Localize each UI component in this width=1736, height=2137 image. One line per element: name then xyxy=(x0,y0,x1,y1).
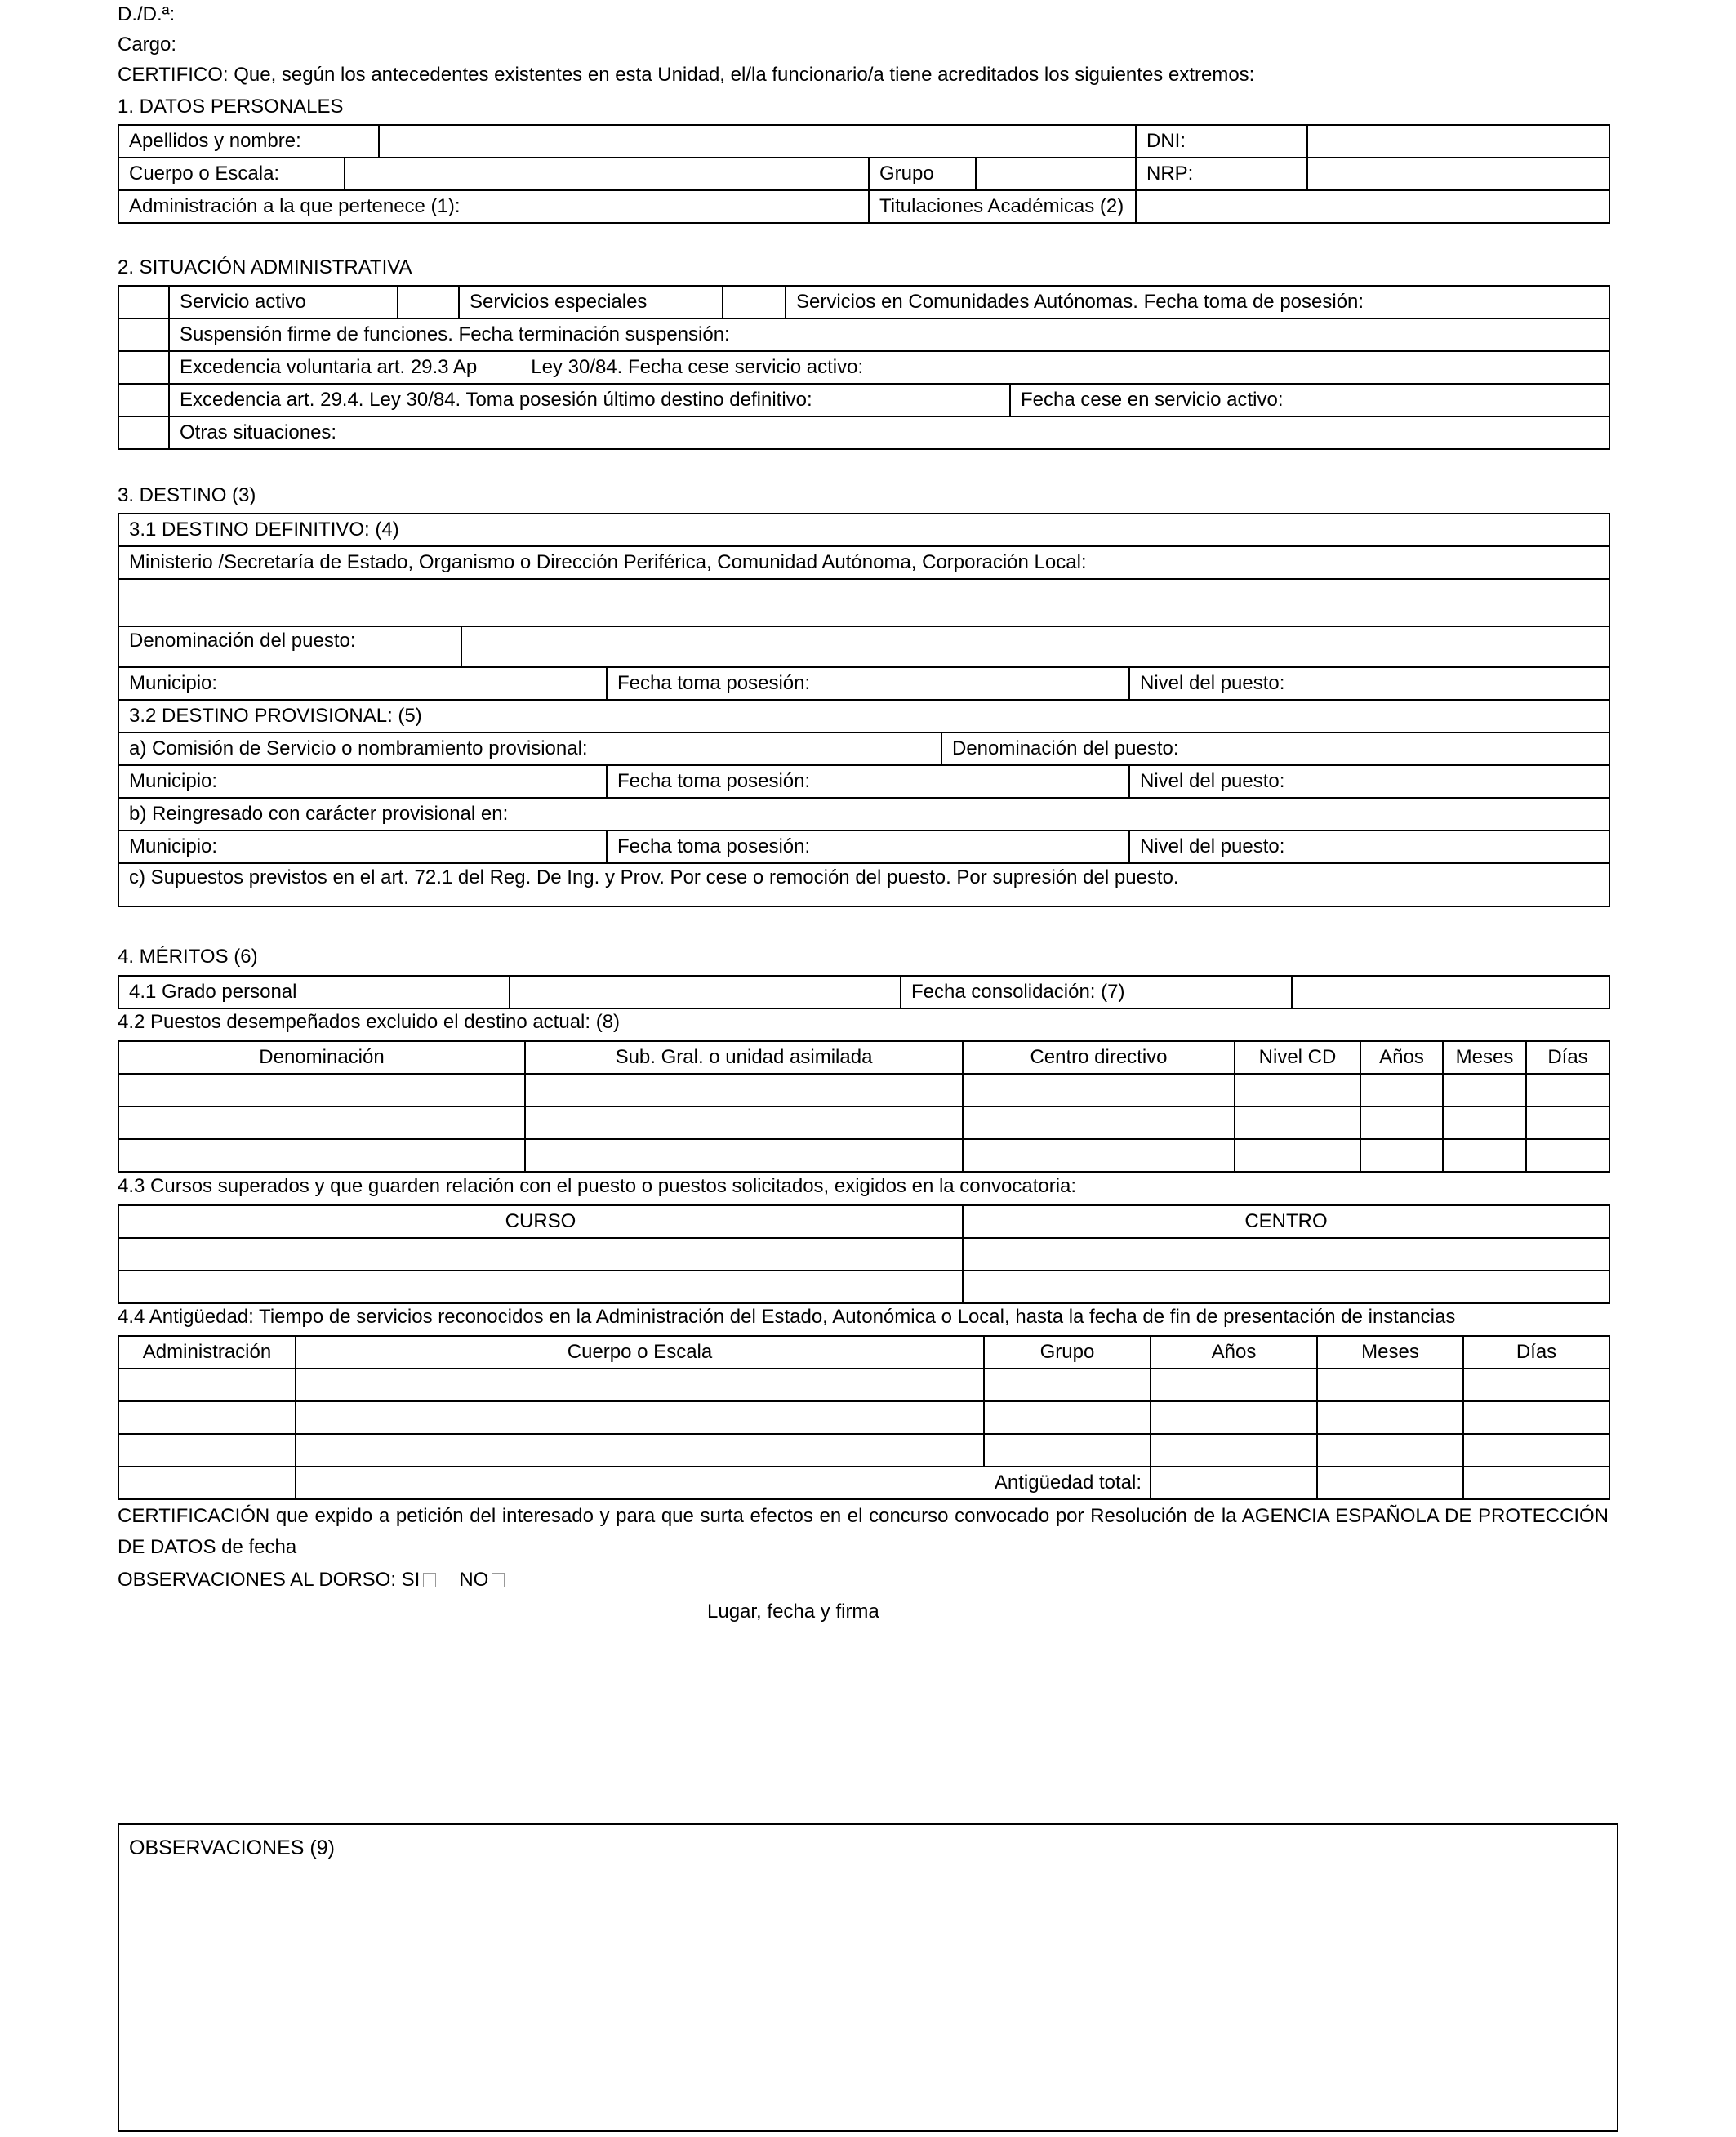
comision-denominacion-label: Denominación del puesto: xyxy=(941,732,1609,765)
si-checkbox[interactable] xyxy=(423,1573,436,1587)
table-cell[interactable] xyxy=(1463,1401,1609,1434)
comunidades-checkbox[interactable] xyxy=(723,286,786,318)
antiguedad-title: 4.4 Antigüedad: Tiempo de servicios reconocidos en la Administración del Estado, Autonómica o Local, hasta la fecha de fin de presentación de instancias xyxy=(118,1306,1456,1328)
grupo-field[interactable] xyxy=(976,158,1136,190)
no-checkbox[interactable] xyxy=(492,1573,505,1587)
antiguedad-header: Administración xyxy=(118,1336,296,1369)
table-cell[interactable] xyxy=(1526,1106,1609,1139)
fecha-toma-label: Fecha toma posesión: xyxy=(607,667,1129,700)
nrp-label: NRP: xyxy=(1136,158,1307,190)
dd-label: D./D.ª: xyxy=(118,3,176,25)
table-cell[interactable] xyxy=(118,1271,963,1303)
titulaciones-label: Titulaciones Académicas (2) xyxy=(869,190,1136,223)
servicios-especiales-label: Servicios especiales xyxy=(459,286,723,318)
section-3-title: 3. DESTINO (3) xyxy=(118,484,256,506)
table-cell[interactable] xyxy=(984,1434,1151,1467)
reingresado-municipio-label: Municipio: xyxy=(118,830,607,863)
table-cell[interactable] xyxy=(1151,1434,1317,1467)
antiguedad-header: Grupo xyxy=(984,1336,1151,1369)
grupo-label: Grupo xyxy=(869,158,976,190)
observaciones-box[interactable] xyxy=(118,1823,1618,2132)
fecha-consolidacion-label: Fecha consolidación: (7) xyxy=(901,976,1292,1008)
table-row xyxy=(118,1271,1609,1303)
grado-label: 4.1 Grado personal xyxy=(118,976,510,1008)
table-row xyxy=(118,1369,1609,1401)
situacion-table xyxy=(118,285,1610,450)
cursos-header: CENTRO xyxy=(963,1205,1609,1238)
excedencia-voluntaria-label: Excedencia voluntaria art. 29.3 Ap Ley 30/84. Fecha cese servicio activo: xyxy=(169,351,1609,384)
comision-municipio-label: Municipio: xyxy=(118,765,607,798)
cursos-header: CURSO xyxy=(118,1205,963,1238)
cursos-title: 4.3 Cursos superados y que guarden relación con el puesto o puestos solicitados, exigidos en la convocatoria: xyxy=(118,1175,1077,1197)
destino-table xyxy=(118,513,1610,907)
nivel-label: Nivel del puesto: xyxy=(1129,667,1609,700)
table-cell[interactable] xyxy=(1360,1139,1443,1172)
section-4-title: 4. MÉRITOS (6) xyxy=(118,946,258,968)
certifico-text: CERTIFICO: Que, según los antecedentes existentes en esta Unidad, el/la funcionario/a tiene acreditados los siguientes extremos: xyxy=(118,64,1255,86)
table-cell[interactable] xyxy=(1235,1074,1360,1106)
antiguedad-table xyxy=(118,1335,1610,1500)
grado-table xyxy=(118,975,1610,1009)
table-cell[interactable] xyxy=(1151,1369,1317,1401)
table-cell[interactable] xyxy=(296,1369,984,1401)
otras-label: Otras situaciones: xyxy=(169,416,1609,449)
comision-label: a) Comisión de Servicio o nombramiento provisional: xyxy=(118,732,941,765)
puestos-header: Centro directivo xyxy=(963,1041,1235,1074)
table-cell[interactable] xyxy=(525,1106,963,1139)
table-cell[interactable] xyxy=(118,1369,296,1401)
apellidos-label: Apellidos y nombre: xyxy=(118,125,379,158)
apellidos-field[interactable] xyxy=(379,125,1136,158)
table-row xyxy=(118,1467,1609,1499)
ministerio-label: Ministerio /Secretaría de Estado, Organismo o Dirección Periférica, Comunidad Autónoma, Corporación Local: xyxy=(118,546,1609,579)
personal-data-table xyxy=(118,124,1610,224)
puestos-header: Meses xyxy=(1443,1041,1526,1074)
municipio-label: Municipio: xyxy=(118,667,607,700)
observaciones-dorso-line xyxy=(118,1568,510,1592)
table-cell[interactable] xyxy=(1360,1074,1443,1106)
suspension-label: Suspensión firme de funciones. Fecha terminación suspensión: xyxy=(169,318,1609,351)
nrp-field[interactable] xyxy=(1307,158,1609,190)
observaciones-label: OBSERVACIONES (9) xyxy=(129,1836,335,1859)
table-row xyxy=(118,1238,1609,1271)
excedencia-294-label: Excedencia art. 29.4. Ley 30/84. Toma posesión último destino definitivo: xyxy=(169,384,1010,416)
destino-provisional-label: 3.2 DESTINO PROVISIONAL: (5) xyxy=(118,700,1609,732)
table-cell[interactable] xyxy=(525,1139,963,1172)
lugar-fecha-firma: Lugar, fecha y firma xyxy=(707,1601,879,1623)
fecha-consolidacion-field[interactable] xyxy=(1292,976,1609,1008)
cargo-label: Cargo: xyxy=(118,33,177,56)
table-cell[interactable] xyxy=(1463,1467,1609,1499)
puestos-header: Nivel CD xyxy=(1235,1041,1360,1074)
puestos-header: Denominación xyxy=(118,1041,525,1074)
servicio-activo-label: Servicio activo xyxy=(169,286,398,318)
section-2-title: 2. SITUACIÓN ADMINISTRATIVA xyxy=(118,256,412,278)
servicio-activo-checkbox[interactable] xyxy=(118,286,169,318)
comision-fecha-label: Fecha toma posesión: xyxy=(607,765,1129,798)
table-cell[interactable] xyxy=(118,1238,963,1271)
table-cell[interactable] xyxy=(963,1139,1235,1172)
antiguedad-header: Años xyxy=(1151,1336,1317,1369)
table-cell[interactable] xyxy=(963,1271,1609,1303)
table-cell[interactable] xyxy=(984,1401,1151,1434)
titulaciones-field[interactable] xyxy=(1136,190,1609,223)
reingresado-label: b) Reingresado con carácter provisional en: xyxy=(118,798,1609,830)
administracion-label: Administración a la que pertenece (1): xyxy=(118,190,869,223)
antiguedad-total-label: Antigüedad total: xyxy=(296,1467,1151,1499)
table-cell[interactable] xyxy=(525,1074,963,1106)
reingresado-nivel-label: Nivel del puesto: xyxy=(1129,830,1609,863)
ministerio-field[interactable] xyxy=(118,579,1609,626)
table-cell[interactable] xyxy=(1443,1106,1526,1139)
dni-field[interactable] xyxy=(1307,125,1609,158)
table-cell[interactable] xyxy=(1151,1401,1317,1434)
puestos-title: 4.2 Puestos desempeñados excluido el destino actual: (8) xyxy=(118,1011,621,1033)
puestos-header: Años xyxy=(1360,1041,1443,1074)
table-cell[interactable] xyxy=(1317,1369,1463,1401)
fecha-cese-label: Fecha cese en servicio activo: xyxy=(1010,384,1609,416)
table-row xyxy=(118,1139,1609,1172)
table-cell[interactable] xyxy=(296,1434,984,1467)
puestos-table xyxy=(118,1040,1610,1173)
table-cell[interactable] xyxy=(1463,1369,1609,1401)
table-cell[interactable] xyxy=(118,1467,296,1499)
table-cell[interactable] xyxy=(118,1401,296,1434)
table-cell[interactable] xyxy=(1526,1139,1609,1172)
table-cell[interactable] xyxy=(1235,1139,1360,1172)
table-row xyxy=(118,1434,1609,1467)
table-cell[interactable] xyxy=(1151,1467,1317,1499)
antiguedad-header: Días xyxy=(1463,1336,1609,1369)
table-cell[interactable] xyxy=(118,1139,525,1172)
denominacion-field[interactable] xyxy=(461,626,1609,667)
section-1-title: 1. DATOS PERSONALES xyxy=(118,96,344,118)
supuestos-label: c) Supuestos previstos en el art. 72.1 del Reg. De Ing. y Prov. Por cese o remoción del puesto. Por supresión del puesto. xyxy=(118,863,1609,906)
table-cell[interactable] xyxy=(118,1434,296,1467)
otras-checkbox[interactable] xyxy=(118,416,169,449)
puestos-header: Sub. Gral. o unidad asimilada xyxy=(525,1041,963,1074)
no-label: NO xyxy=(459,1569,489,1591)
cuerpo-label: Cuerpo o Escala: xyxy=(118,158,345,190)
table-cell[interactable] xyxy=(1317,1401,1463,1434)
table-cell[interactable] xyxy=(984,1369,1151,1401)
table-cell[interactable] xyxy=(1526,1074,1609,1106)
certificacion-text: CERTIFICACIÓN que expido a petición del interesado y para que surta efectos en el concurso convocado por Resolución de la AGENCIA ESPAÑOLA DE PROTECCIÓN DE DATOS de fecha xyxy=(118,1505,1609,1558)
destino-definitivo-label: 3.1 DESTINO DEFINITIVO: (4) xyxy=(118,514,1609,546)
excedencia-voluntaria-checkbox[interactable] xyxy=(118,351,169,384)
table-cell[interactable] xyxy=(1235,1106,1360,1139)
table-cell[interactable] xyxy=(118,1106,525,1139)
table-cell[interactable] xyxy=(1317,1467,1463,1499)
comision-nivel-label: Nivel del puesto: xyxy=(1129,765,1609,798)
reingresado-fecha-label: Fecha toma posesión: xyxy=(607,830,1129,863)
cuerpo-field[interactable] xyxy=(345,158,869,190)
table-row xyxy=(118,1106,1609,1139)
table-cell[interactable] xyxy=(963,1238,1609,1271)
observaciones-dorso-label: OBSERVACIONES AL DORSO: SI xyxy=(118,1569,421,1591)
dni-label: DNI: xyxy=(1136,125,1307,158)
excedencia-294-checkbox[interactable] xyxy=(118,384,169,416)
table-cell[interactable] xyxy=(1360,1106,1443,1139)
suspension-checkbox[interactable] xyxy=(118,318,169,351)
table-cell[interactable] xyxy=(1443,1139,1526,1172)
table-cell[interactable] xyxy=(1443,1074,1526,1106)
table-row xyxy=(118,1074,1609,1106)
denominacion-label: Denominación del puesto: xyxy=(118,626,461,667)
table-row xyxy=(118,1401,1609,1434)
servicios-especiales-checkbox[interactable] xyxy=(398,286,459,318)
antiguedad-header: Cuerpo o Escala xyxy=(296,1336,984,1369)
puestos-header: Días xyxy=(1526,1041,1609,1074)
cursos-table xyxy=(118,1204,1610,1304)
table-cell[interactable] xyxy=(118,1074,525,1106)
antiguedad-header: Meses xyxy=(1317,1336,1463,1369)
table-cell[interactable] xyxy=(963,1106,1235,1139)
table-cell[interactable] xyxy=(963,1074,1235,1106)
grado-field[interactable] xyxy=(510,976,901,1008)
table-cell[interactable] xyxy=(296,1401,984,1434)
comunidades-label: Servicios en Comunidades Autónomas. Fecha toma de posesión: xyxy=(786,286,1609,318)
table-cell[interactable] xyxy=(1463,1434,1609,1467)
table-cell[interactable] xyxy=(1317,1434,1463,1467)
